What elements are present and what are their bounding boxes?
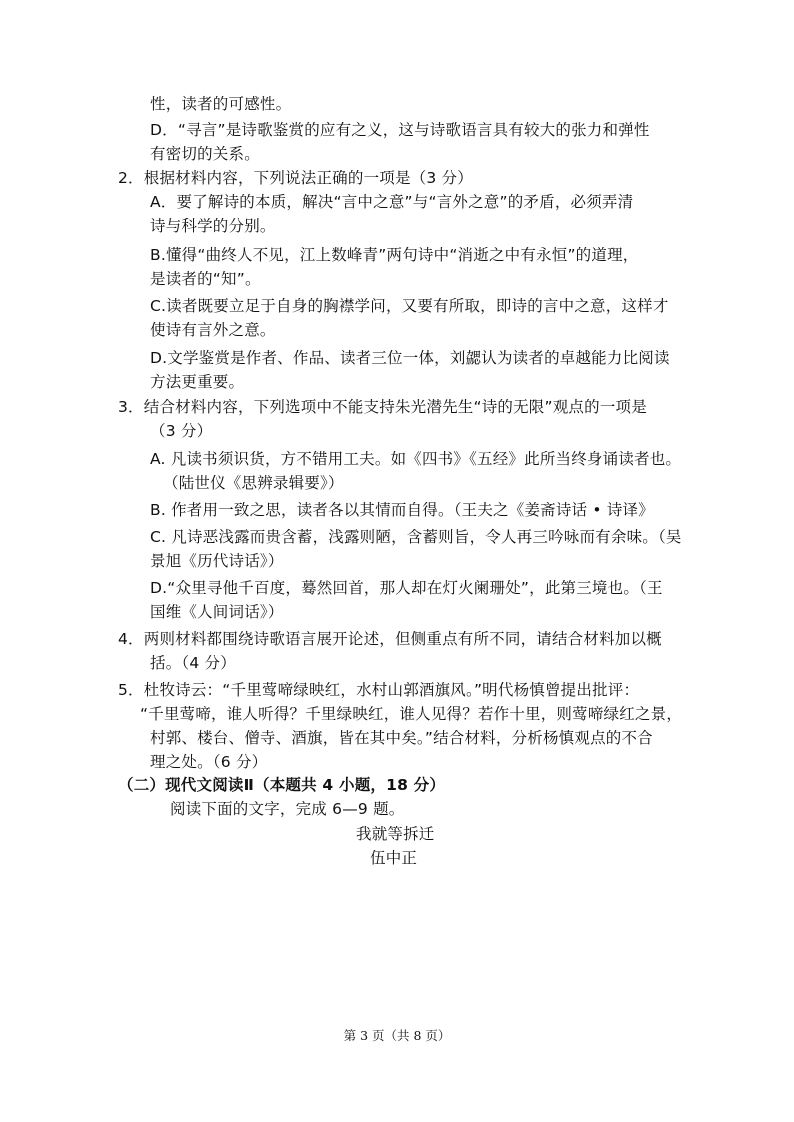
text-line: （3 分） [150, 422, 213, 440]
section-heading: （二）现代文阅读Ⅱ（本题共 4 小题，18 分） [118, 776, 446, 794]
text-line: 有密切的关系。 [150, 145, 260, 163]
page-footer: 第 3 页（共 8 页） [343, 1028, 451, 1043]
text-line: “千里莺啼，谁人听得？千里绿映红，谁人见得？若作十里，则莺啼绿红之景， [140, 705, 683, 723]
text-line: D.“众里寻他千百度，蓦然回首，那人却在灯火阑珊处”，此第三境也。（王 [150, 579, 663, 597]
text-line: C. 凡诗恶浅露而贵含蓄，浅露则陋，含蓄则旨，令人再三吟咏而有余味。（吴 [150, 528, 682, 546]
text-line: B. 作者用一致之思，读者各以其情而自得。（王夫之《姜斋诗话 • 诗译》 [150, 501, 654, 519]
text-line: 方法更重要。 [150, 373, 245, 391]
text-line: D．“寻言”是诗歌鉴赏的应有之义，这与诗歌语言具有较大的张力和弹性 [150, 121, 650, 139]
text-line: A. 凡读书须识货，方不错用工夫。如《四书》《五经》此所当终身诵读者也。 [150, 450, 682, 468]
instruction-line: 阅读下面的文字，完成 6—9 题。 [170, 800, 405, 818]
question-4: 4．两则材料都围绕诗歌语言展开论述，但侧重点有所不同，请结合材料加以概 [118, 630, 662, 648]
question-5: 5．杜牧诗云：“千里莺啼绿映红，水村山郭酒旗风。”明代杨慎曾提出批评： [118, 681, 640, 699]
text-line: C.读者既要立足于自身的胸襟学问，又要有所取，即诗的言中之意，这样才 [150, 297, 669, 315]
text-line: A．要了解诗的本质，解决“言中之意”与“言外之意”的矛盾，必须弄清 [150, 193, 634, 211]
text-line: 性，读者的可感性。 [150, 95, 292, 113]
question-2: 2．根据材料内容，下列说法正确的一项是（3 分） [118, 169, 473, 187]
text-line: B.懂得“曲终人不见，江上数峰青”两句诗中“消逝之中有永恒”的道理， [150, 246, 639, 264]
text-line: 是读者的“知”。 [150, 270, 261, 288]
text-line: 括。（4 分） [150, 654, 236, 672]
text-line: 诗与科学的分别。 [150, 217, 276, 235]
text-line: 景旭《历代诗话》） [150, 552, 284, 570]
text-line: （陆世仪《思辨录辑要》） [163, 474, 344, 492]
text-line: 村郭、楼台、僧寺、酒旗，皆在其中矣。”结合材料，分析杨慎观点的不合 [150, 729, 653, 747]
text-line: 国维《人间词话》） [150, 603, 284, 621]
text-line: D.文学鉴赏是作者、作品、读者三位一体，刘勰认为读者的卓越能力比阅读 [150, 349, 670, 367]
text-line: 理之处。（6 分） [150, 753, 268, 771]
text-line: 使诗有言外之意。 [150, 321, 276, 339]
story-title: 我就等拆迁 [356, 825, 435, 843]
question-3: 3．结合材料内容，下列选项中不能支持朱光潜先生“诗的无限”观点的一项是 [118, 398, 647, 416]
story-author: 伍中正 [370, 849, 418, 867]
